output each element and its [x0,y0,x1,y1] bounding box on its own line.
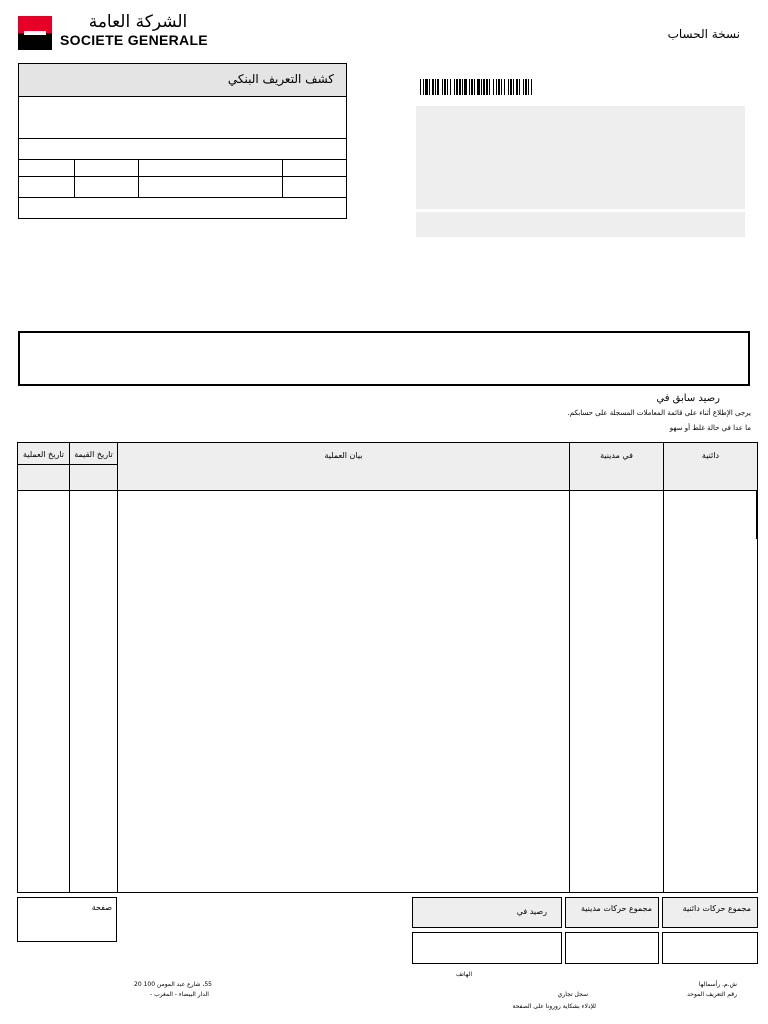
page-number-box [17,897,117,942]
total-credit-value [662,932,758,964]
bank-id-header [19,64,346,97]
previous-balance-label: رصيد سابق في [656,393,720,404]
bank-id-cell-border [138,159,139,197]
balance-in-header [412,897,562,928]
address-footer-block [416,212,745,237]
total-credit-header [662,897,758,928]
footer-address-2: الدار البيضاء - المغرب - [150,991,209,998]
balance-in-value [412,932,562,964]
col-credit [664,443,757,491]
footer-address-1: 55، شارع عبد المومن 100 20 [134,981,212,988]
column-border [69,491,70,893]
account-info-box [18,331,750,386]
total-credit-label: مجموع حركات دائنية [682,904,751,913]
column-border [117,491,118,893]
balance-in-label: رصيد في [516,907,547,916]
logo-arabic-name: الشركة العامة [88,12,188,32]
total-debit-label: مجموع حركات مدينية [580,904,652,913]
bank-id-title: كشف التعريف البنكي [227,72,334,86]
bank-id-divider [19,176,346,177]
bank-id-divider [19,197,346,198]
total-debit-value [565,932,659,964]
col-operation-date [18,443,70,491]
total-debit-header [565,897,659,928]
bank-id-cell-border [74,159,75,197]
column-border [569,491,570,893]
bank-id-box [18,63,347,219]
page-label: صفحة [91,903,112,912]
bank-id-divider [19,138,346,139]
col-operation-date-label: تاريخ العملية [23,450,64,459]
copy-title: نسخة الحساب [667,27,740,41]
col-description-label: بيان العملية [324,451,363,460]
header-sub-divider [70,464,117,465]
footer-unified-id: رقم التعريف الموحد [687,991,737,998]
statement-note-1: يرجى الإطلاع أثناء على قائمة المعاملات المسجلة على حسابكم. [567,409,751,417]
footer-capital: ش.م. رأسمالها [698,981,737,988]
bank-id-divider [19,159,346,160]
column-border [663,491,664,893]
col-description [118,443,570,491]
column-border [756,491,758,539]
col-debit-label: في مدينية [600,451,633,460]
header-sub-divider [18,464,69,465]
col-debit [570,443,664,491]
footer-phone: الهاتف [456,971,472,978]
header-bottom-border [18,490,757,491]
col-value-date-label: تاريخ القيمة [74,450,113,459]
societe-generale-logo [18,16,52,50]
footer-trade-register: سجل تجاري [557,991,588,998]
footer-page-note: للإدلاء بشكاية زورونا على الصفحة [512,1003,596,1010]
logo-english-name: SOCIETE GENERALE [60,32,208,48]
address-block [416,106,745,209]
transactions-table [17,442,758,893]
barcode [420,79,654,95]
col-value-date [70,443,118,491]
bank-id-cell-border [282,159,283,197]
statement-note-2: ما عدا في حالة غلط أو سهو [669,424,751,432]
col-credit-label: دائنية [701,451,720,460]
